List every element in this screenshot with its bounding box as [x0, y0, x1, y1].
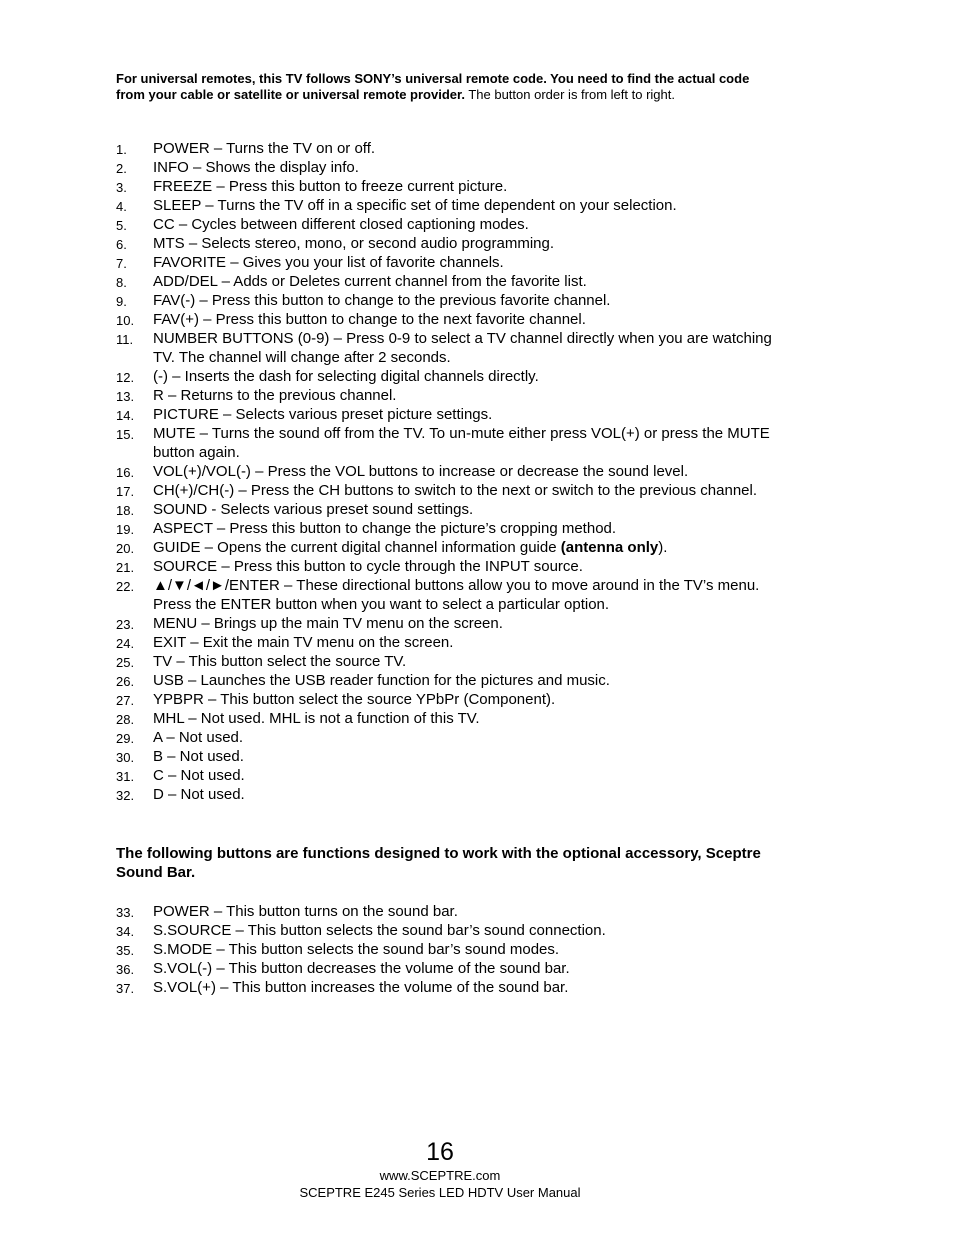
- list-item-number: 4.: [116, 199, 127, 214]
- list-item: [116, 234, 776, 253]
- list-item-number: 8.: [116, 275, 127, 290]
- list-item: [116, 500, 776, 519]
- list-item-text: GUIDE – Opens the current digital channel information guide: [153, 539, 561, 556]
- list-item-text: FAV(+) – Press this button to change to the next favorite channel.: [153, 311, 586, 328]
- list-item-text: NUMBER BUTTONS (0-9) – Press 0-9 to select a TV channel directly when you are watching TV. The channel will change after 2 seconds.: [153, 330, 772, 366]
- list-item: [116, 766, 776, 785]
- list-item-text: MUTE – Turns the sound off from the TV. To un-mute either press VOL(+) or press the MUTE button again.: [153, 425, 770, 461]
- list-item: [116, 367, 776, 386]
- list-item-number: 36.: [116, 962, 135, 977]
- list-item-text: S.VOL(-) – This button decreases the volume of the sound bar.: [153, 960, 570, 977]
- list-item: [116, 481, 776, 500]
- page-number: 16: [426, 1138, 454, 1166]
- list-item-text: CH(+)/CH(-) – Press the CH buttons to switch to the next or switch to the previous channel.: [153, 482, 757, 499]
- intro-rest-text: The button order is from left to right.: [464, 87, 675, 102]
- list-item: [116, 272, 776, 291]
- list-item-text: POWER – Turns the TV on or off.: [153, 140, 376, 157]
- list-item-number: 7.: [116, 256, 127, 271]
- list-item: [116, 557, 776, 576]
- intro-paragraph: [116, 71, 766, 103]
- list-item-text: USB – Launches the USB reader function for the pictures and music.: [153, 672, 610, 689]
- soundbar-heading: The following buttons are functions designed to work with the optional accessory, Sceptre Sound Bar.: [116, 845, 761, 881]
- list-item-number: 9.: [116, 294, 127, 309]
- footer-url: www.SCEPTRE.com: [379, 1168, 501, 1183]
- list-item-number: 27.: [116, 693, 135, 708]
- list-item: [116, 652, 776, 671]
- list-item-text: CC – Cycles between different closed captioning modes.: [153, 216, 529, 233]
- list-item-number: 23.: [116, 617, 135, 632]
- list-item-text: S.MODE – This button selects the sound bar’s sound modes.: [153, 941, 560, 958]
- list-item-text: C – Not used.: [153, 767, 245, 784]
- list-item-text: R – Returns to the previous channel.: [153, 387, 397, 404]
- list-item-text: FAVORITE – Gives you your list of favorite channels.: [153, 254, 504, 271]
- list-item: [116, 633, 776, 652]
- list-item-number: 18.: [116, 503, 135, 518]
- list-item-text: (-) – Inserts the dash for selecting digital channels directly.: [153, 368, 539, 385]
- list-item-text: SOUND - Selects various preset sound settings.: [153, 501, 474, 518]
- list-item-number: 20.: [116, 541, 135, 556]
- list-item-number: 2.: [116, 161, 127, 176]
- list-item: [116, 196, 776, 215]
- list-item: [116, 215, 776, 234]
- list-item: [116, 690, 776, 709]
- list-item-text: FAV(-) – Press this button to change to the previous favorite channel.: [153, 292, 611, 309]
- list-item: [116, 959, 776, 978]
- list-item: [116, 940, 776, 959]
- list-item-text: YPBPR – This button select the source YPbPr (Component).: [153, 691, 556, 708]
- list-item-number: 19.: [116, 522, 135, 537]
- list-item-text: D – Not used.: [153, 786, 245, 803]
- list-item-text: ADD/DEL – Adds or Deletes current channel from the favorite list.: [153, 273, 587, 290]
- list-item-text: S.VOL(+) – This button increases the volume of the sound bar.: [153, 979, 569, 996]
- list-item-number: 33.: [116, 905, 135, 920]
- list-item: [116, 614, 776, 633]
- list-item-number: 31.: [116, 769, 135, 784]
- list-item-number: 22.: [116, 579, 135, 594]
- list-item-text: SOURCE – Press this button to cycle through the INPUT source.: [153, 558, 583, 575]
- list-item-number: 11.: [116, 332, 134, 347]
- list-item: [116, 253, 776, 272]
- list-item-text: INFO – Shows the display info.: [153, 159, 359, 176]
- list-item-number: 21.: [116, 560, 135, 575]
- list-item-text-after: ).: [658, 539, 668, 556]
- list-item-number: 28.: [116, 712, 135, 727]
- list-item-text: VOL(+)/VOL(-) – Press the VOL buttons to increase or decrease the sound level.: [153, 463, 689, 480]
- list-item-number: 17.: [116, 484, 135, 499]
- list-item-number: 1.: [116, 142, 127, 157]
- list-item-number: 24.: [116, 636, 135, 651]
- list-item-number: 30.: [116, 750, 135, 765]
- intro-bold-text: For universal remotes, this TV follows SONY’s universal remote code. You need to find the actual code from your cable or satellite or universal remote provider.: [116, 71, 750, 102]
- list-item-bold-text: (antenna only: [560, 539, 659, 556]
- list-item: [116, 728, 776, 747]
- list-item-number: 14.: [116, 408, 135, 423]
- list-item-number: 25.: [116, 655, 135, 670]
- list-item-number: 3.: [116, 180, 127, 195]
- list-item-text: S.SOURCE – This button selects the sound bar’s sound connection.: [153, 922, 606, 939]
- list-item: [116, 310, 776, 329]
- list-item-text: TV – This button select the source TV.: [153, 653, 407, 670]
- list-item-number: 35.: [116, 943, 135, 958]
- soundbar-button-list: [116, 902, 776, 997]
- list-item: [116, 329, 776, 367]
- list-item: [116, 785, 776, 804]
- list-item: [116, 386, 776, 405]
- list-item: [116, 709, 776, 728]
- list-item: [116, 291, 776, 310]
- list-item-number: 5.: [116, 218, 127, 233]
- list-item-text: ▲/▼/◄/►/ENTER – These directional buttons allow you to move around in the TV’s menu. Press the ENTER button when you want to select a particular option.: [153, 577, 760, 613]
- list-item: [116, 671, 776, 690]
- list-item-number: 12.: [116, 370, 135, 385]
- list-item-text: A – Not used.: [153, 729, 244, 746]
- list-item-text: B – Not used.: [153, 748, 244, 765]
- list-item-text: EXIT – Exit the main TV menu on the screen.: [153, 634, 454, 651]
- list-item: [116, 177, 776, 196]
- list-item-text: POWER – This button turns on the sound bar.: [153, 903, 458, 920]
- list-item-text: FREEZE – Press this button to freeze current picture.: [153, 178, 508, 195]
- list-item: [116, 519, 776, 538]
- list-item: [116, 538, 776, 557]
- list-item: [116, 576, 776, 614]
- list-item-number: 10.: [116, 313, 135, 328]
- list-item-number: 16.: [116, 465, 135, 480]
- list-item: [116, 139, 776, 158]
- list-item-number: 13.: [116, 389, 135, 404]
- list-item: [116, 747, 776, 766]
- list-item-number: 34.: [116, 924, 135, 939]
- footer-manual-title: SCEPTRE E245 Series LED HDTV User Manual: [299, 1185, 581, 1200]
- list-item: [116, 902, 776, 921]
- list-item: [116, 921, 776, 940]
- list-item: [116, 158, 776, 177]
- list-item-text: SLEEP – Turns the TV off in a specific set of time dependent on your selection.: [153, 197, 677, 214]
- list-item: [116, 424, 776, 462]
- list-item-text: PICTURE – Selects various preset picture settings.: [153, 406, 493, 423]
- list-item: [116, 405, 776, 424]
- list-item-number: 29.: [116, 731, 135, 746]
- list-item: [116, 462, 776, 481]
- list-item-number: 37.: [116, 981, 135, 996]
- list-item-number: 15.: [116, 427, 135, 442]
- list-item-number: 6.: [116, 237, 127, 252]
- list-item-text: MHL – Not used. MHL is not a function of this TV.: [153, 710, 480, 727]
- list-item-number: 32.: [116, 788, 135, 803]
- list-item-text: ASPECT – Press this button to change the picture’s cropping method.: [153, 520, 617, 537]
- list-item: [116, 978, 776, 997]
- list-item-number: 26.: [116, 674, 135, 689]
- remote-button-list: [116, 139, 776, 804]
- list-item-text: MENU – Brings up the main TV menu on the screen.: [153, 615, 503, 632]
- list-item-text: MTS – Selects stereo, mono, or second audio programming.: [153, 235, 555, 252]
